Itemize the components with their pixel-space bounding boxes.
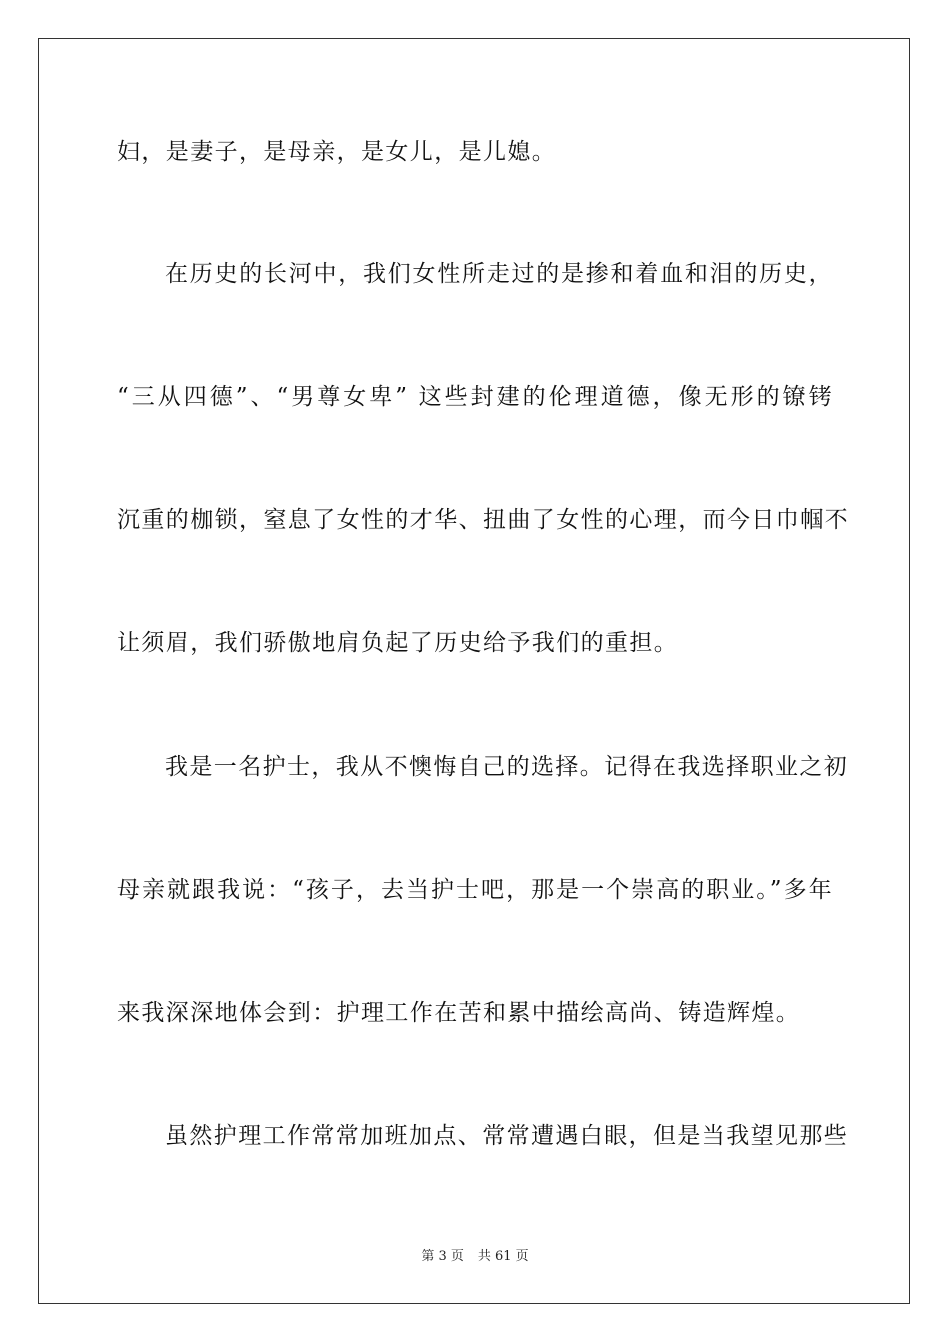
total-pages: 共 61 页: [477, 1249, 529, 1264]
text-line-4: 沉重的枷锁，窒息了女性的才华、扭曲了女性的心理，而今日巾帼不: [117, 507, 849, 533]
text-line-5: 让须眉，我们骄傲地肩负起了历史给予我们的重担。: [117, 630, 679, 656]
text-line-7: 母亲就跟我说：“孩子，去当护士吧，那是一个崇高的职业。”多年: [117, 877, 833, 903]
text-line-2: 在历史的长河中，我们女性所走过的是掺和着血和泪的历史，: [165, 261, 833, 287]
text-line-6: 我是一名护士，我从不懊悔自己的选择。记得在我选择职业之初: [165, 754, 849, 780]
page-number: 第 3 页: [421, 1249, 464, 1264]
text-line-9: 虽然护理工作常常加班加点、常常遭遇白眼，但是当我望见那些: [165, 1123, 849, 1149]
page-footer: [0, 1248, 950, 1266]
page-border: [38, 38, 910, 1304]
text-line-3: “三从四德”、“男尊女卑” 这些封建的伦理道德，像无形的镣铐: [117, 384, 833, 410]
text-line-1: 妇，是妻子，是母亲，是女儿，是儿媳。: [117, 139, 557, 165]
text-line-8: 来我深深地体会到：护理工作在苦和累中描绘高尚、铸造辉煌。: [117, 1000, 801, 1026]
